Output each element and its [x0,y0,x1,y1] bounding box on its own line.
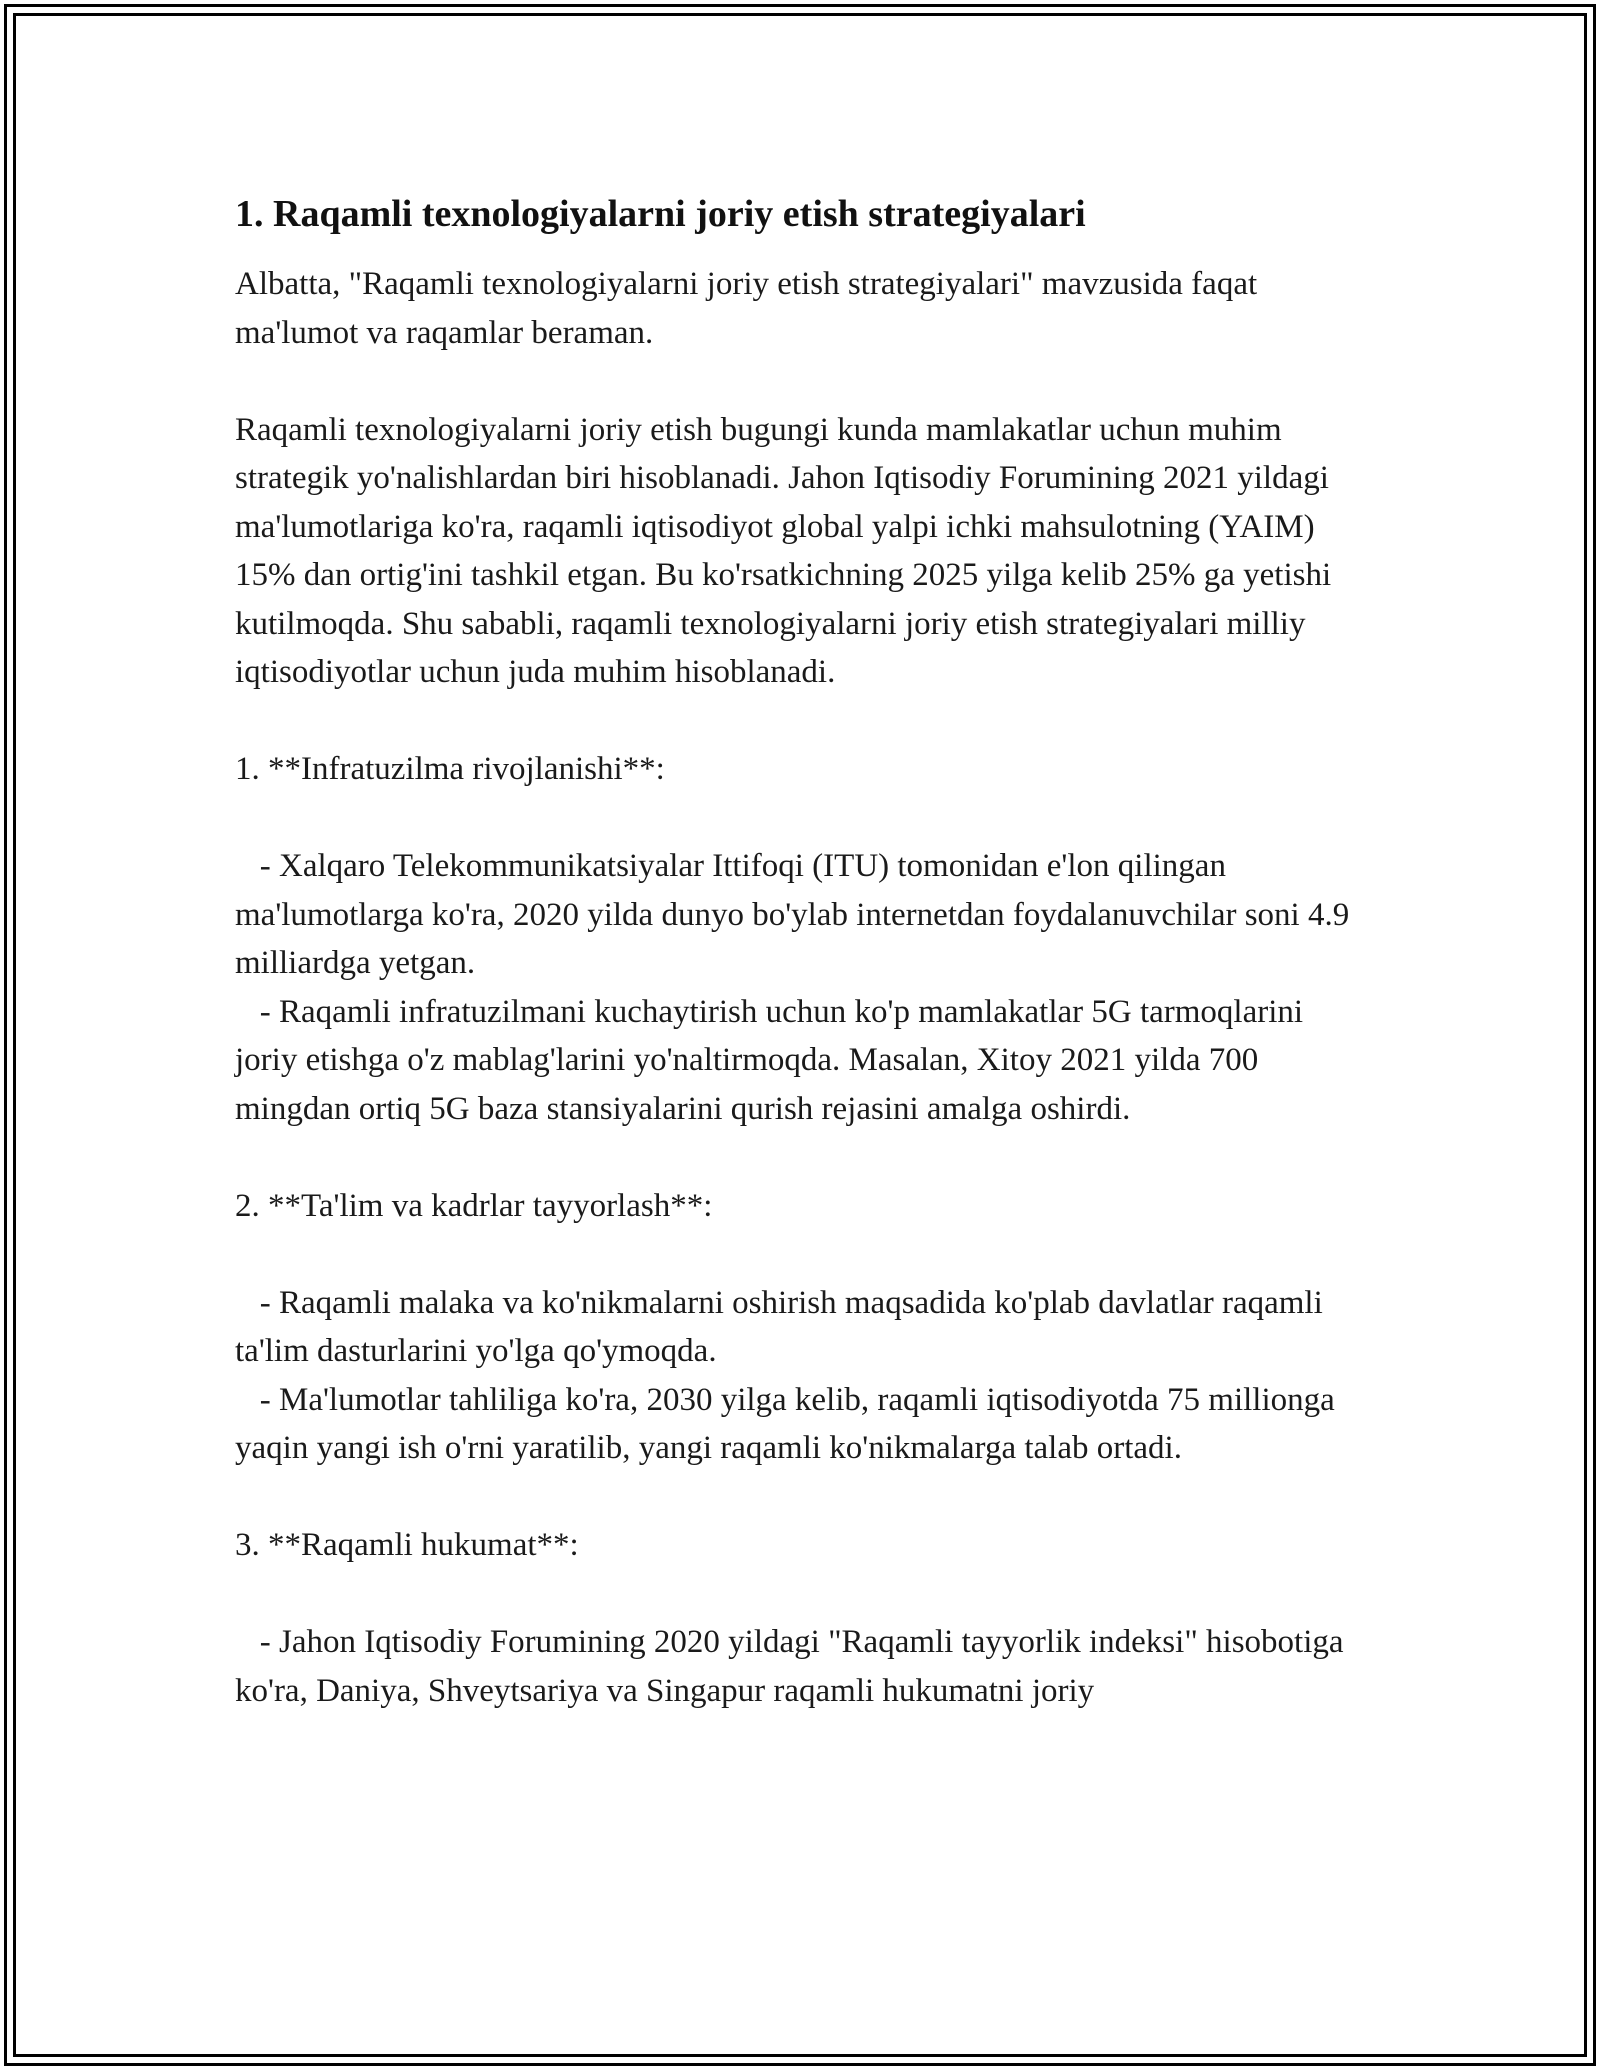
list-item: - Jahon Iqtisodiy Forumining 2020 yildagi "Raqamli tayyorlik indeksi" hisobotiga ko'ra, Daniya, Shveytsariya va Singapur raqamli hukumatni joriy [235,1624,1352,1709]
list-item: - Raqamli malaka va ko'nikmalarni oshirish maqsadida ko'plab davlatlar raqamli ta'lim dasturlarini yo'lga qo'ymoqda. [235,1284,1331,1369]
section-heading-digital-government: 3. **Raqamli hukumat**: [235,1527,579,1563]
spacer [235,794,1365,843]
list-item: - Raqamli infratuzilmani kuchaytirish uchun ko'p mamlakatlar 5G tarmoqlarini joriy etishga o'z mablag'larini yo'naltirmoqda. Masalan, Xitoy 2021 yilda 700 mingdan ortiq 5G baza stansiyalarini qurish rejasini amalga oshirdi. [235,993,1312,1127]
intro-paragraph: Albatta, "Raqamli texnologiyalarni joriy etish strategiyalari" mavzusida faqat ma'lumot va raqamlar beraman. [235,266,1266,351]
spacer [235,1473,1365,1522]
spacer [235,1133,1365,1182]
body-paragraph: Raqamli texnologiyalarni joriy etish bugungi kunda mamlakatlar uchun muhim strategik yo'nalishlardan biri hisoblanadi. Jahon Iqtisodiy Forumining 2021 yildagi ma'lumotlariga ko'ra, raqamli iqtisodiyot global yalpi ichki mahsulotning (YAIM) 15% dan ortig'ini tashkil etgan. Bu ko'rsatkichning 2025 yilga kelib 25% ga yetishi kutilmoqda. Shu sababli, raqamli texnologiyalarni joriy etish strategiyalari milliy iqtisodiyotlar uchun juda muhim hisoblanadi. [235,411,1340,690]
spacer [235,357,1365,406]
list-item: - Ma'lumotlar tahliliga ko'ra, 2030 yilga kelib, raqamli iqtisodiyotda 75 millionga yaqin yangi ish o'rni yaratilib, yangi raqamli ko'nikmalarga talab ortadi. [235,1381,1344,1466]
list-item: - Xalqaro Telekommunikatsiyalar Ittifoqi (ITU) tomonidan e'lon qilingan ma'lumotlarga ko'ra, 2020 yilda dunyo bo'ylab internetdan foydalanuvchilar soni 4.9 milliardga yetgan. [235,848,1358,981]
spacer [235,697,1365,746]
section-heading-education: 2. **Ta'lim va kadrlar tayyorlash**: [235,1187,713,1224]
spacer [235,1570,1365,1619]
spacer [235,1230,1365,1279]
document-title: 1. Raqamli texnologiyalarni joriy etish strategiyalari [235,193,1086,235]
section-heading-infrastructure: 1. **Infratuzilma rivojlanishi**: [235,751,665,787]
document-body [235,190,1365,1715]
